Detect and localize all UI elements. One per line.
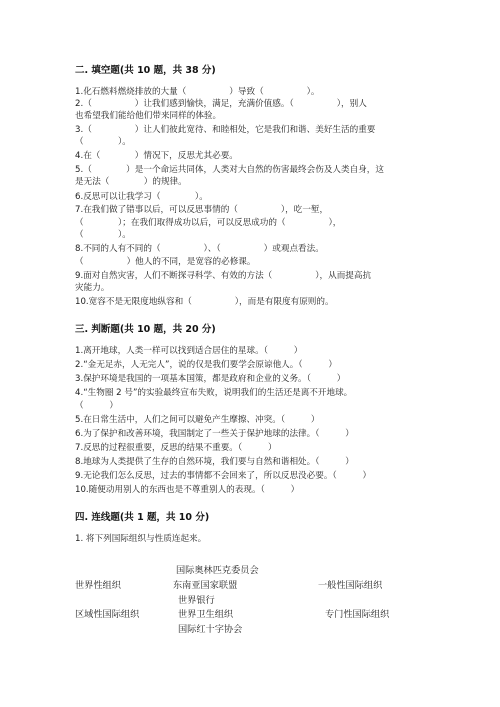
fill-blank-line: 3.（ ）让人们彼此宽待、和睦相处，它是我们和谐、美好生活的重要 xyxy=(75,125,376,135)
true-false-line: （ ） xyxy=(75,401,118,411)
fill-blank-line: 9.面对自然灾害，人们不断探寻科学、有效的方法（ ），从而提高抗 xyxy=(75,271,372,281)
fill-blank-line: （ ）他人的不同，是宽容的必修课。 xyxy=(75,257,256,267)
organization-item: 国际红十字协会 xyxy=(178,624,243,635)
true-false-line: 5.在日常生活中，人们之间可以避免产生摩擦、冲突。（ ） xyxy=(75,415,320,425)
section-heading-true-false: 三. 判断题(共 10 题，共 20 分) xyxy=(75,324,216,335)
organization-item: 东南亚国家联盟 xyxy=(173,580,238,591)
true-false-line: 3.保护环境是我国的一项基本国策，都是政府和企业的义务。（ ） xyxy=(75,374,346,384)
fill-blank-line: （ ）；在我们取得成功以后，可以反思成功的（ ）， xyxy=(75,218,342,228)
right-type-item: 专门性国际组织 xyxy=(325,609,390,620)
fill-blank-line: 1.化石燃料燃烧排放的大量（ ）导致（ ）。 xyxy=(75,87,320,97)
fill-blank-line: （ ）。 xyxy=(75,137,131,147)
fill-blank-line: 5.（ ）是一个命运共同体，人类对大自然的伤害最终会伤及人类自身，这 xyxy=(75,165,384,175)
fill-blank-line: 6.反思可以让我学习（ ）。 xyxy=(75,192,208,202)
true-false-line: 10.随便动用别人的东西也是不尊重别人的表现。（ ） xyxy=(75,485,300,495)
right-type-item: 一般性国际组织 xyxy=(318,580,383,591)
organization-item: 国际奥林匹克委员会 xyxy=(176,565,259,576)
fill-blank-line: 7.在我们做了错事以后，可以反思事情的（ ），吃一堑， xyxy=(75,205,329,215)
fill-blank-line: 10.宽容不是无限度地纵容和（ ），而是有限度有原则的。 xyxy=(75,297,334,307)
true-false-line: 6.为了保护和改善环境，我国制定了一些关于保护地球的法律。（ ） xyxy=(75,429,354,439)
true-false-line: 2.“金无足赤，人无完人”，说的仅是我们要学会原谅他人。（ ） xyxy=(75,360,338,370)
fill-blank-line: 8.不同的人有不同的（ ）、（ ）或观点看法。 xyxy=(75,244,324,254)
true-false-line: 9.无论我们怎么反思，过去的事情都不会回来了，所以反思没必要。（ ） xyxy=(75,471,372,481)
fill-blank-line: （ ）。 xyxy=(75,230,131,240)
left-type-item: 区域性国际组织 xyxy=(75,609,140,620)
section-heading-fill-blank: 二. 填空题(共 10 题，共 38 分) xyxy=(75,65,216,76)
section-heading-matching: 四. 连线题(共 1 题，共 10 分) xyxy=(75,512,210,523)
fill-blank-line: 也希望我们能给他们带来同样的体验。 xyxy=(75,111,222,121)
organization-item: 世界卫生组织 xyxy=(178,609,234,620)
true-false-line: 7.反思的过程很重要，反思的结果不重要。（ ） xyxy=(75,443,277,453)
true-false-line: 4.“生物圈 2 号”的实验最终宣布失败，说明我们的生活还是离不开地球。 xyxy=(75,388,353,398)
fill-blank-line: 是无法（ ）的规律。 xyxy=(75,177,187,187)
true-false-line: 8.地球为人类提供了生存的自然环境，我们要与自然和谐相处。（ ） xyxy=(75,457,354,467)
fill-blank-line: 灾能力。 xyxy=(75,283,110,293)
true-false-line: 1.离开地球，人类一样可以找到适合居住的星球。（ ） xyxy=(75,346,303,356)
organization-item: 世界银行 xyxy=(178,595,215,606)
fill-blank-line: 2.（ ）让我们感到愉快，满足，充满价值感。（ ），别人 xyxy=(75,99,367,109)
matching-instruction: 1. 将下列国际组织与性质连起来。 xyxy=(75,534,207,544)
left-type-item: 世界性组织 xyxy=(75,580,121,591)
fill-blank-line: 4.在（ ）情况下，反思尤其必要。 xyxy=(75,151,238,161)
